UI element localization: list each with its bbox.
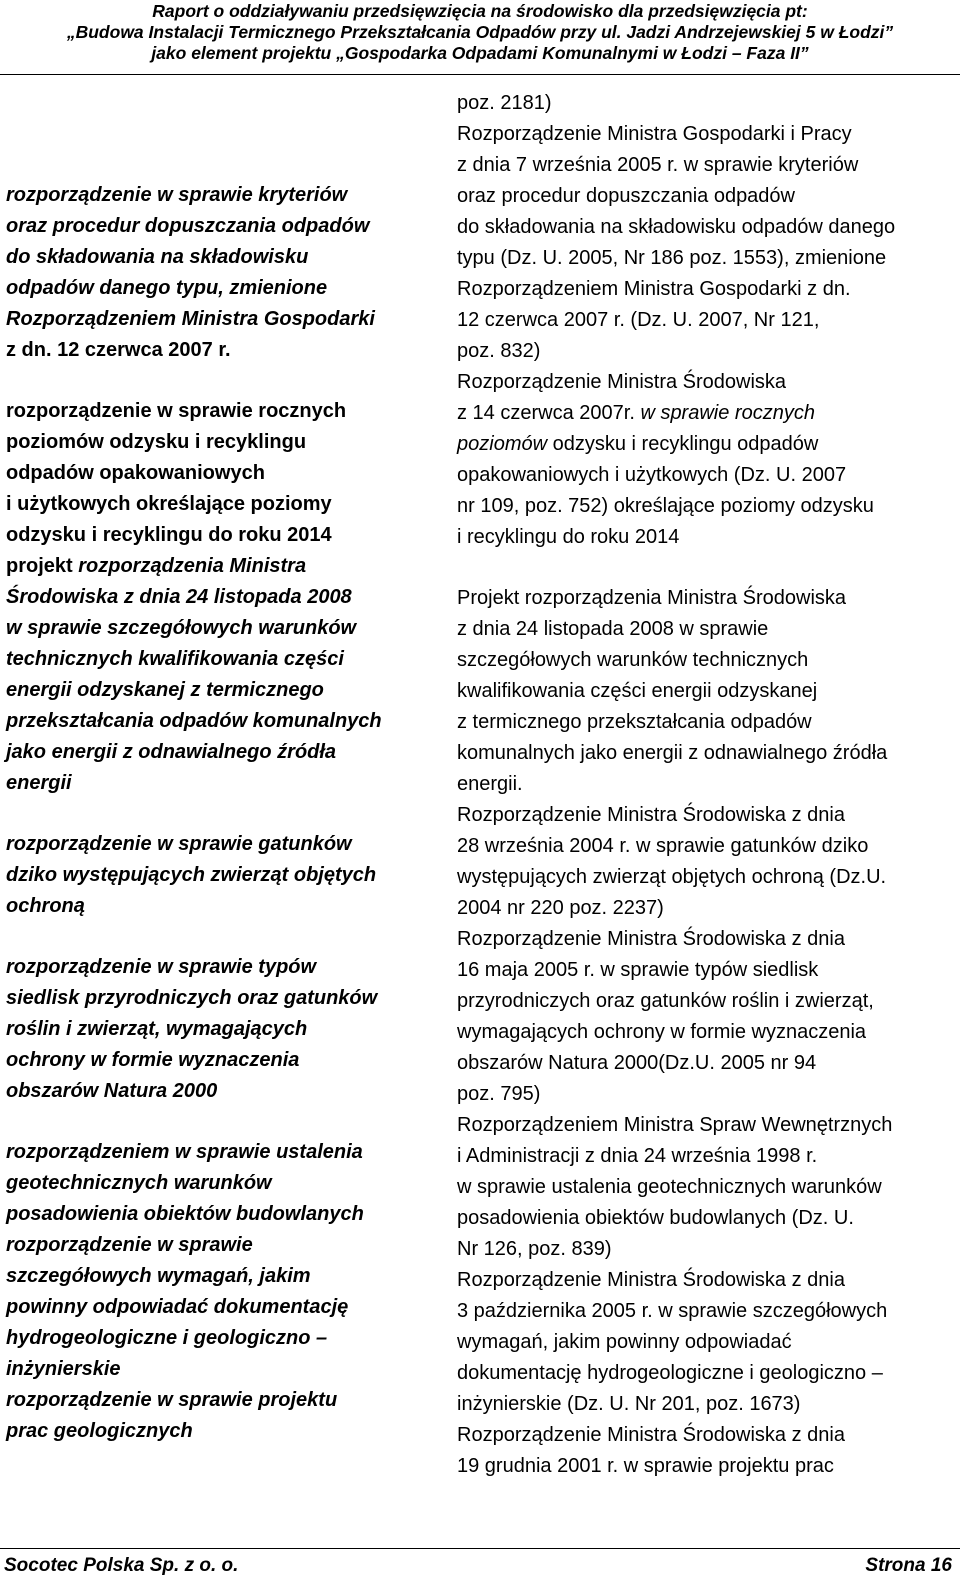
right-line: komunalnych jako energii z odnawialnego źródła xyxy=(457,742,888,764)
left-line: rozporządzenie w sprawie typów xyxy=(6,956,317,978)
left-line: energii odzyskanej z termicznego xyxy=(6,679,324,701)
left-line: i użytkowych określające poziomy xyxy=(6,493,332,515)
right-line: Rozporządzenie Ministra Środowiska z dnia xyxy=(457,928,845,950)
right-line: Rozporządzenie Ministra Środowiska z dnia xyxy=(457,1424,845,1446)
right-continuation: odzysku i recyklingu odpadów xyxy=(552,433,819,455)
right-line: szczegółowych warunków technicznych xyxy=(457,649,809,671)
left-line: rozporządzeniem w sprawie ustalenia xyxy=(6,1141,363,1163)
left-line: posadowienia obiektów budowlanych xyxy=(6,1203,364,1225)
right-line: nr 109, poz. 752) określające poziomy odzysku xyxy=(457,495,874,517)
header-line-1: Raport o oddziaływaniu przedsięwzięcia na środowisko dla przedsięwzięcia pt: xyxy=(152,1,808,21)
left-line: rozporządzenie w sprawie projektu xyxy=(6,1389,338,1411)
right-line: Rozporządzenie Ministra Środowiska xyxy=(457,371,787,393)
left-line: rozporządzenie w sprawie rocznych xyxy=(6,400,347,422)
left-line: z dn. 12 czerwca 2007 r. xyxy=(6,339,231,361)
right-line: energii. xyxy=(457,773,523,795)
left-line: ochrony w formie wyznaczenia xyxy=(6,1049,300,1071)
spacer xyxy=(6,1107,446,1137)
left-column-regulation-topics xyxy=(6,180,446,1447)
right-line: opakowaniowych i użytkowych (Dz. U. 2007 xyxy=(457,464,847,486)
right-line: typu (Dz. U. 2005, Nr 186 poz. 1553), zmienione xyxy=(457,247,887,269)
right-line: z dnia 24 listopada 2008 w sprawie xyxy=(457,618,769,640)
right-line: Rozporządzeniem Ministra Spraw Wewnętrznych xyxy=(457,1114,893,1136)
right-italic-word: poziomów xyxy=(457,433,548,455)
right-line: kwalifikowania części energii odzyskanej xyxy=(457,680,818,702)
right-line: 2004 nr 220 poz. 2237) xyxy=(457,897,664,919)
left-line: technicznych kwalifikowania części xyxy=(6,648,344,670)
left-line: Rozporządzeniem Ministra Gospodarki xyxy=(6,308,375,330)
right-italic-phrase: w sprawie rocznych xyxy=(640,402,815,424)
right-line: 12 czerwca 2007 r. (Dz. U. 2007, Nr 121, xyxy=(457,309,820,331)
left-line: odzysku i recyklingu do roku 2014 xyxy=(6,524,332,546)
left-line: jako energii z odnawialnego źródła xyxy=(6,741,337,763)
left-line: w sprawie szczegółowych warunków xyxy=(6,617,357,639)
left-line: hydrogeologiczne i geologiczno – xyxy=(6,1327,328,1349)
left-line-mixed xyxy=(6,551,446,582)
right-column-legal-references xyxy=(457,88,957,1482)
right-line: występujących zwierząt objętych ochroną (Dz.U. xyxy=(457,866,887,888)
left-line: Środowiska z dnia 24 listopada 2008 xyxy=(6,586,352,608)
right-line: wymagających ochrony w formie wyznaczenia xyxy=(457,1021,867,1043)
right-line: z termicznego przekształcania odpadów xyxy=(457,711,812,733)
right-line: wymagań, jakim powinny odpowiadać xyxy=(457,1331,792,1353)
right-line: 19 grudnia 2001 r. w sprawie projektu prac xyxy=(457,1455,834,1477)
left-line: dziko występujących zwierząt objętych xyxy=(6,864,377,886)
left-project-word: projekt xyxy=(6,555,73,577)
right-line: przyrodniczych oraz gatunków roślin i zwierząt, xyxy=(457,990,874,1012)
page-header xyxy=(0,0,960,75)
right-line: Rozporządzenie Ministra Środowiska z dnia xyxy=(457,804,845,826)
left-line: poziomów odzysku i recyklingu xyxy=(6,431,307,453)
page-footer xyxy=(0,1548,960,1584)
header-line-2: „Budowa Instalacji Termicznego Przekształcania Odpadów przy ul. Jadzi Andrzejewskiej 5 w Łodzi” xyxy=(66,22,894,42)
spacer xyxy=(6,799,446,829)
right-line: inżynierskie (Dz. U. Nr 201, poz. 1673) xyxy=(457,1393,801,1415)
left-line: szczegółowych wymagań, jakim xyxy=(6,1265,311,1287)
right-line: Rozporządzenie Ministra Gospodarki i Pracy xyxy=(457,123,852,145)
spacer xyxy=(6,366,446,396)
left-line: powinny odpowiadać dokumentację xyxy=(6,1296,349,1318)
left-line: rozporządzenie w sprawie xyxy=(6,1234,253,1256)
left-line: obszarów Natura 2000 xyxy=(6,1080,218,1102)
right-line: poz. 2181) xyxy=(457,92,552,114)
right-line: 16 maja 2005 r. w sprawie typów siedlisk xyxy=(457,959,819,981)
left-line: rozporządzenie w sprawie kryteriów xyxy=(6,184,348,206)
right-line: posadowienia obiektów budowlanych (Dz. U. xyxy=(457,1207,854,1229)
right-line: obszarów Natura 2000(Dz.U. 2005 nr 94 xyxy=(457,1052,817,1074)
left-line: ochroną xyxy=(6,895,85,917)
right-line: 28 września 2004 r. w sprawie gatunków dziko xyxy=(457,835,869,857)
left-line: odpadów danego typu, zmienione xyxy=(6,277,328,299)
footer-page-number: Strona 16 xyxy=(865,1555,952,1576)
right-line: Rozporządzenie Ministra Środowiska z dnia xyxy=(457,1269,845,1291)
left-line: roślin i zwierząt, wymagających xyxy=(6,1018,308,1040)
right-line: poz. 795) xyxy=(457,1083,541,1105)
right-line: Rozporządzeniem Ministra Gospodarki z dn. xyxy=(457,278,851,300)
right-line: Projekt rozporządzenia Ministra Środowiska xyxy=(457,587,847,609)
right-line: poz. 832) xyxy=(457,340,541,362)
footer-company: Socotec Polska Sp. z o. o. xyxy=(4,1555,239,1576)
left-line: geotechnicznych warunków xyxy=(6,1172,272,1194)
left-line: energii xyxy=(6,772,72,794)
right-line: dokumentację hydrogeologiczne i geologiczno – xyxy=(457,1362,883,1384)
header-line-3: jako element projektu „Gospodarka Odpadami Komunalnymi w Łodzi – Faza II” xyxy=(151,43,809,63)
spacer xyxy=(6,922,446,952)
right-line-mixed xyxy=(457,398,957,429)
right-line: oraz procedur dopuszczania odpadów xyxy=(457,185,795,207)
left-line: do składowania na składowisku xyxy=(6,246,309,268)
left-line: rozporządzenie w sprawie gatunków xyxy=(6,833,352,855)
right-line: w sprawie ustalenia geotechnicznych warunków xyxy=(457,1176,882,1198)
left-line: inżynierskie xyxy=(6,1358,121,1380)
right-line-mixed xyxy=(457,429,957,460)
right-line: Nr 126, poz. 839) xyxy=(457,1238,612,1260)
left-line: oraz procedur dopuszczania odpadów xyxy=(6,215,370,237)
left-line: prac geologicznych xyxy=(6,1420,193,1442)
left-line: przekształcania odpadów komunalnych xyxy=(6,710,382,732)
right-line: z dnia 7 września 2005 r. w sprawie kryteriów xyxy=(457,154,859,176)
left-line: odpadów opakowaniowych xyxy=(6,462,265,484)
right-line: do składowania na składowisku odpadów danego xyxy=(457,216,896,238)
left-line: siedlisk przyrodniczych oraz gatunków xyxy=(6,987,378,1009)
right-line: i recyklingu do roku 2014 xyxy=(457,526,680,548)
right-line: 3 października 2005 r. w sprawie szczegółowych xyxy=(457,1300,888,1322)
right-line: i Administracji z dnia 24 września 1998 r. xyxy=(457,1145,818,1167)
spacer xyxy=(457,553,957,583)
left-project-title-start: rozporządzenia Ministra xyxy=(78,555,307,577)
right-date: z 14 czerwca 2007r. xyxy=(457,402,635,424)
